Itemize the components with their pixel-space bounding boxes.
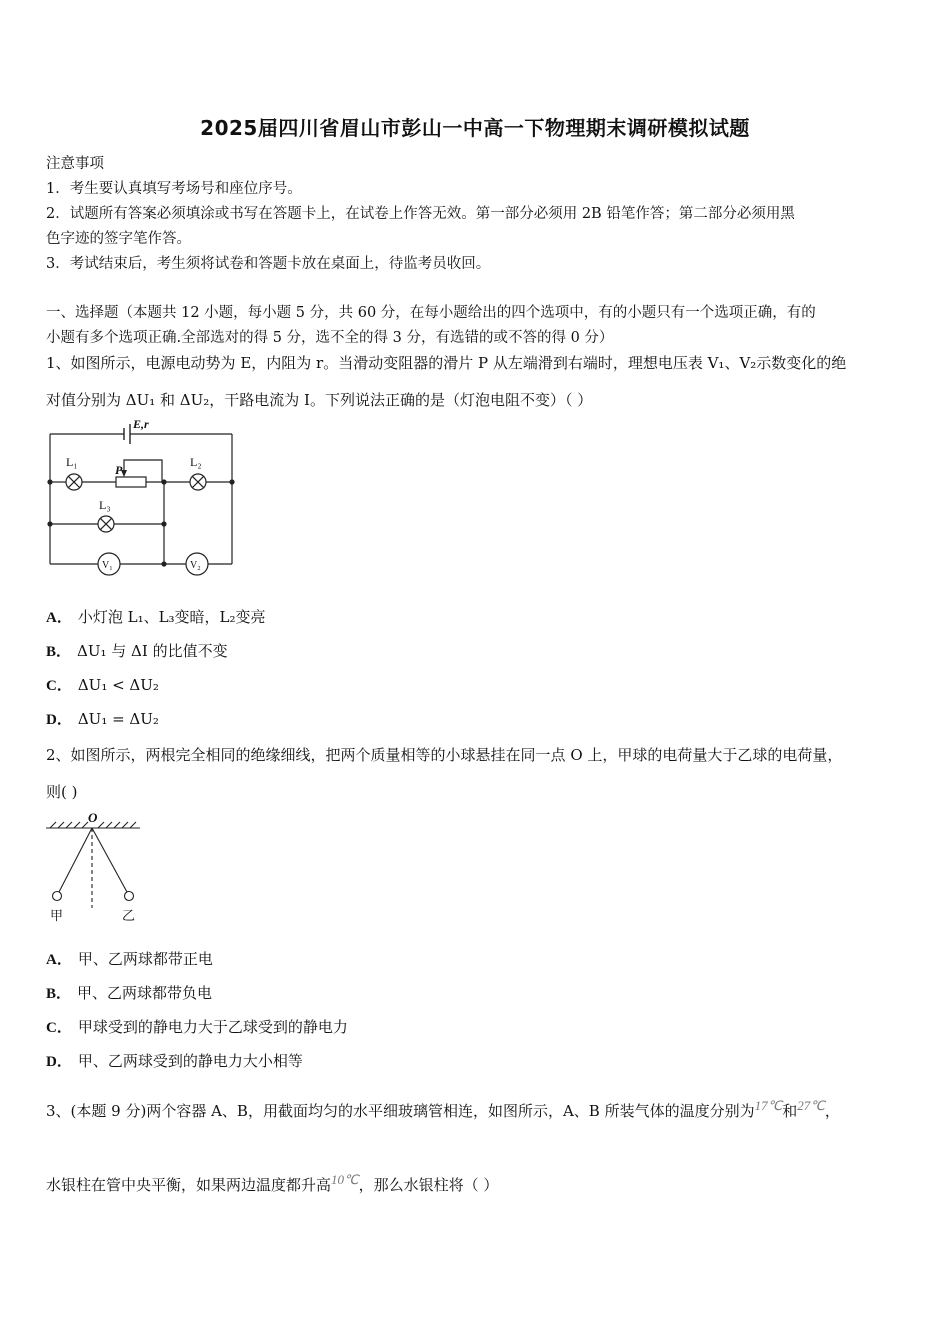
v1-label: V₁ (102, 560, 113, 571)
q1-circuit-figure (44, 418, 240, 578)
notice-item-2-cont: 色字迹的签字笔作答。 (46, 231, 191, 247)
page-title: 2025届四川省眉山市彭山一中高一下物理期末调研模拟试题 (200, 116, 750, 140)
l3-label: L₃ (99, 498, 111, 512)
q2-option-a: A． 甲、乙两球都带正电 (46, 950, 213, 968)
temp-rise: 10℃ (331, 1172, 359, 1187)
temp-b: 27℃ (797, 1098, 825, 1113)
notice-item-1: 1．考生要认真填写考场号和座位序号。 (46, 181, 302, 197)
q2-option-d: D． 甲、乙两球受到的静电力大小相等 (46, 1052, 303, 1070)
notice-item-2: 2．试题所有答案必须填涂或书写在答题卡上，在试卷上作答无效。第一部分必须用 2B 铅笔作答；第二部分必须用黑 (46, 206, 795, 222)
q3-stem-line2: 水银柱在管中央平衡，如果两边温度都升高10℃，那么水银柱将（ ） (46, 1172, 499, 1194)
l2-label: L₂ (190, 455, 202, 469)
q1-stem-line1: 1、如图所示，电源电动势为 E，内阻为 r。当滑动变阻器的滑片 P 从左端滑到右端时，理想电压表 V₁、V₂示数变化的绝 (46, 354, 847, 372)
v2-label: V₂ (190, 560, 201, 571)
l1-label: L₁ (66, 455, 78, 469)
ball-yi-label: 乙 (122, 909, 136, 924)
ball-jia (53, 892, 62, 901)
temp-a: 17℃ (754, 1098, 783, 1113)
notice-item-3: 3．考试结束后，考生须将试卷和答题卡放在桌面上，待监考员收回。 (46, 256, 491, 272)
q1-option-a: A． 小灯泡 L₁、L₃变暗，L₂变亮 (46, 608, 266, 626)
section-heading-line1: 一、选择题（本题共 12 小题，每小题 5 分，共 60 分，在每小题给出的四个选项中，有的小题只有一个选项正确，有的 (46, 305, 816, 321)
q1-option-c: C． ΔU₁ < ΔU₂ (46, 676, 159, 694)
pivot-label: O (88, 810, 98, 825)
source-label: E,r (133, 418, 149, 431)
q1-option-b: B． ΔU₁ 与 ΔI 的比值不变 (46, 642, 228, 660)
notice-heading: 注意事项 (46, 156, 104, 172)
ball-jia-label: 甲 (50, 909, 64, 924)
q2-pendulum-figure (44, 810, 148, 928)
q2-stem-line2: 则( ) (46, 783, 78, 801)
q2-option-b: B． 甲、乙两球都带负电 (46, 984, 213, 1002)
q2-option-c: C． 甲球受到的静电力大于乙球受到的静电力 (46, 1018, 348, 1036)
q1-stem-line2: 对值分别为 ΔU₁ 和 ΔU₂，干路电流为 I。下列说法正确的是（灯泡电阻不变）（ ） (46, 391, 593, 409)
q1-option-d: D． ΔU₁ = ΔU₂ (46, 710, 159, 728)
section-heading-line2: 小题有多个选项正确.全部选对的得 5 分，选不全的得 3 分，有选错的或不答的得 0 分） (46, 330, 614, 346)
slider-label: P (115, 463, 123, 477)
q2-stem-line1: 2、如图所示，两根完全相同的绝缘细线，把两个质量相等的小球悬挂在同一点 O 上，甲球的电荷量大于乙球的电荷量， (46, 746, 843, 764)
ball-yi (125, 892, 134, 901)
q3-stem-line1: 3、(本题 9 分)两个容器 A、B，用截面均匀的水平细玻璃管相连，如图所示，A、B 所装气体的温度分别为17℃和27℃， (46, 1098, 840, 1120)
